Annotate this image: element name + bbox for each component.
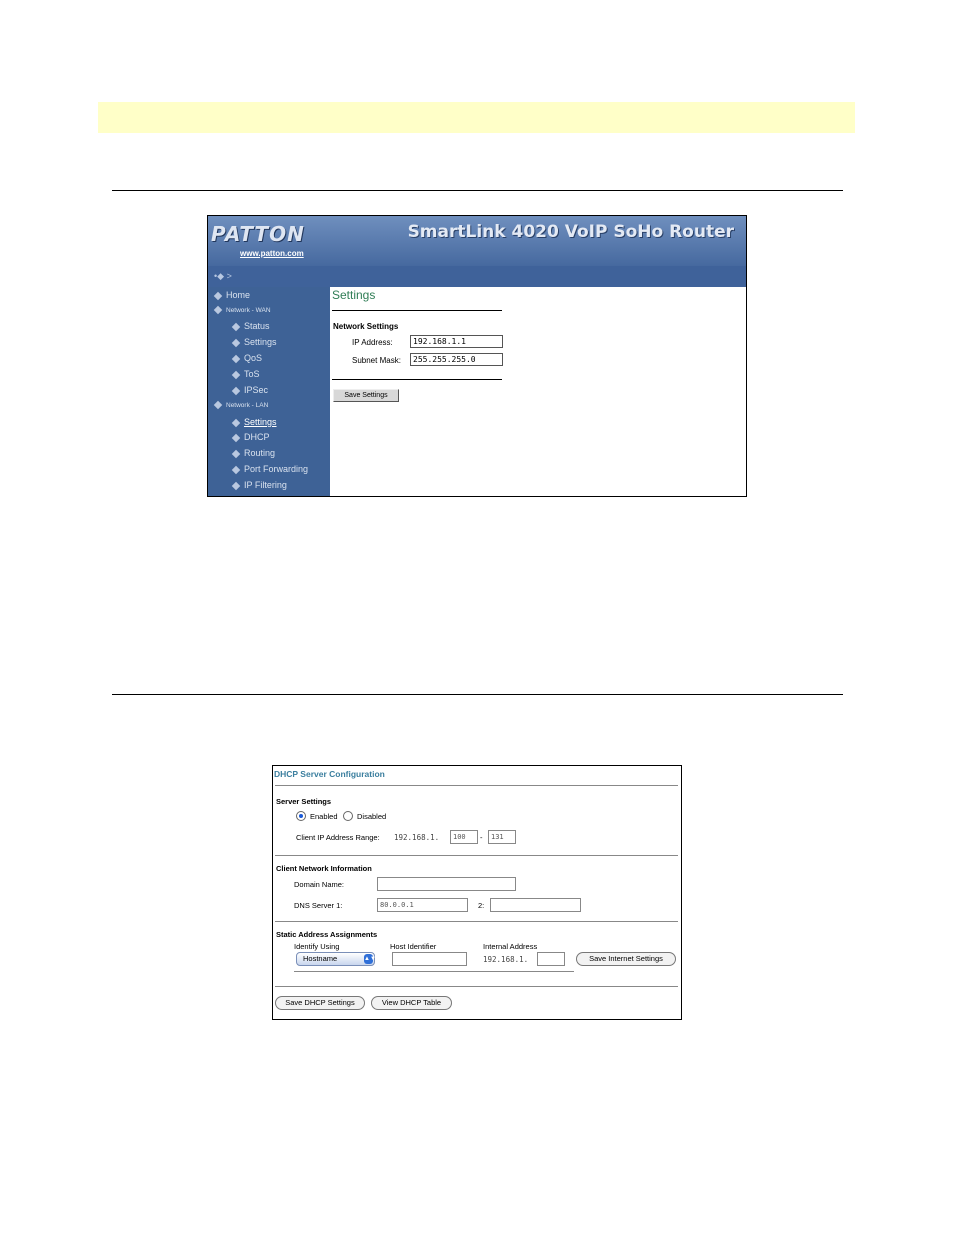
- save-settings-button[interactable]: Save Settings: [333, 389, 399, 402]
- internal-address-label: Internal Address: [483, 942, 538, 951]
- section-title: Network Settings: [333, 322, 399, 331]
- diamond-icon: [214, 401, 222, 409]
- diamond-icon: [232, 481, 240, 489]
- nav-group-network-lan[interactable]: Network - LAN: [215, 402, 268, 409]
- patton-url-link[interactable]: www.patton.com: [240, 249, 304, 258]
- domain-name-input[interactable]: [377, 877, 516, 891]
- internal-address-input[interactable]: [537, 952, 565, 966]
- nav-item-home[interactable]: Home: [215, 290, 250, 300]
- dns-server-1-label: DNS Server 1:: [294, 901, 343, 910]
- enabled-radio[interactable]: [296, 811, 306, 821]
- nav-item-qos[interactable]: QoS: [233, 353, 262, 363]
- patton-logo: PATTON: [211, 222, 305, 246]
- router-banner: [208, 216, 746, 266]
- diamond-icon: [232, 386, 240, 394]
- divider: [332, 310, 502, 311]
- divider: [275, 785, 678, 786]
- host-identifier-label: Host Identifier: [390, 942, 437, 951]
- select-arrows-icon: ▲▼: [364, 956, 376, 962]
- divider: [275, 921, 678, 922]
- identify-using-label: Identify Using: [294, 942, 340, 951]
- diamond-icon: [232, 433, 240, 441]
- diamond-icon: [232, 370, 240, 378]
- section-divider: [112, 190, 843, 191]
- nav-item-lan-settings[interactable]: Settings: [233, 417, 277, 427]
- nav-item-wan-status[interactable]: Status: [233, 321, 270, 331]
- nav-item-ipsec[interactable]: IPSec: [233, 385, 268, 395]
- breadcrumb-bar: [208, 266, 746, 287]
- divider: [275, 855, 678, 856]
- ip-range-end-input[interactable]: 131: [488, 830, 516, 844]
- internal-address-prefix: 192.168.1.: [483, 955, 529, 964]
- nav-item-ip-filtering[interactable]: IP Filtering: [233, 480, 287, 490]
- ip-range-prefix: 192.168.1.: [394, 833, 440, 842]
- view-dhcp-table-button[interactable]: View DHCP Table: [371, 996, 452, 1010]
- dns-server-1-input[interactable]: 80.0.0.1: [377, 898, 468, 912]
- diamond-icon: [232, 338, 240, 346]
- dns-server-2-label: 2:: [478, 901, 485, 910]
- enabled-label: Enabled: [310, 812, 338, 821]
- divider: [275, 986, 678, 987]
- diamond-icon: [232, 322, 240, 330]
- dhcp-config-screenshot: [272, 765, 682, 1020]
- disabled-radio[interactable]: [343, 811, 353, 821]
- subnet-mask-input[interactable]: 255.255.255.0: [410, 353, 503, 366]
- divider: [294, 971, 574, 972]
- server-settings-title: Server Settings: [276, 797, 332, 806]
- product-title: SmartLink 4020 VoIP SoHo Router: [407, 222, 734, 242]
- dhcp-title: DHCP Server Configuration: [274, 769, 385, 779]
- nav-group-network-wan[interactable]: Network - WAN: [215, 307, 271, 314]
- diamond-icon: [232, 449, 240, 457]
- diamond-icon: [214, 291, 222, 299]
- dns-server-2-input[interactable]: [490, 898, 581, 912]
- diamond-icon: [214, 306, 222, 314]
- nav-item-wan-settings[interactable]: Settings: [233, 337, 277, 347]
- ip-range-separator: -: [480, 833, 483, 842]
- subnet-mask-label: Subnet Mask:: [352, 356, 401, 365]
- highlight-bar: [98, 102, 855, 133]
- router-settings-screenshot: [207, 215, 747, 497]
- diamond-icon: [232, 418, 240, 426]
- nav-item-routing[interactable]: Routing: [233, 448, 275, 458]
- diamond-icon: [232, 465, 240, 473]
- page-title: Settings: [332, 288, 376, 302]
- nav-item-tos[interactable]: ToS: [233, 369, 260, 379]
- disabled-label: Disabled: [357, 812, 387, 821]
- static-assignments-title: Static Address Assignments: [276, 930, 378, 939]
- save-dhcp-settings-button[interactable]: Save DHCP Settings: [275, 996, 365, 1010]
- identify-using-value: Hostname: [303, 954, 338, 963]
- save-internet-settings-button[interactable]: Save Internet Settings: [576, 952, 676, 966]
- sidebar-nav: [208, 287, 330, 496]
- domain-name-label: Domain Name:: [294, 880, 345, 889]
- settings-panel: [330, 287, 746, 496]
- ip-address-input[interactable]: 192.168.1.1: [410, 335, 503, 348]
- client-info-title: Client Network Information: [276, 864, 372, 873]
- nav-item-port-forwarding[interactable]: Port Forwarding: [233, 464, 308, 474]
- ip-range-label: Client IP Address Range:: [296, 833, 380, 842]
- divider: [332, 379, 502, 380]
- ip-address-label: IP Address:: [352, 338, 393, 347]
- ip-range-start-input[interactable]: 100: [450, 830, 478, 844]
- diamond-icon: [232, 354, 240, 362]
- nav-item-dhcp[interactable]: DHCP: [233, 432, 270, 442]
- identify-using-select[interactable]: [296, 952, 375, 966]
- section-divider: [112, 694, 843, 695]
- host-identifier-input[interactable]: [392, 952, 467, 966]
- breadcrumb-icons: •◆ >: [214, 271, 232, 281]
